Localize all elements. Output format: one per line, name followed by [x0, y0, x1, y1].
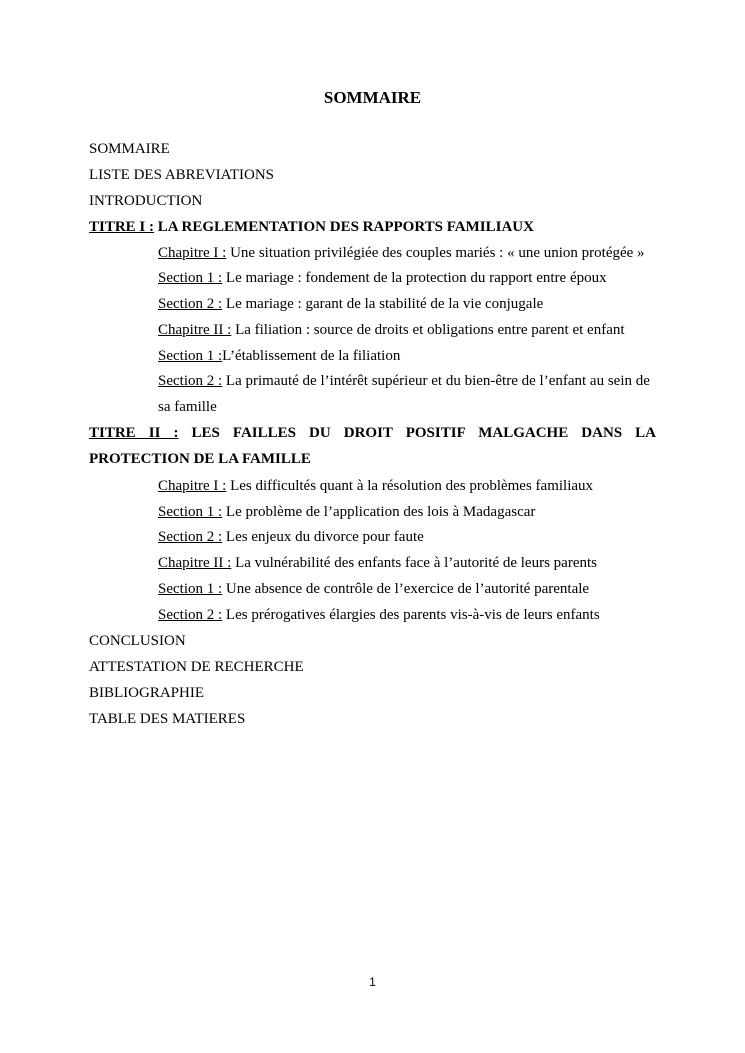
- section-text: Les prérogatives élargies des parents vis-à-vis de leurs enfants: [222, 607, 600, 624]
- section-text: Le mariage : fondement de la protection du rapport entre époux: [222, 270, 607, 287]
- section-text: Le mariage : garant de la stabilité de la vie conjugale: [222, 296, 544, 313]
- toc-titre-2-chapitre-2-section-1: [89, 579, 656, 605]
- section-label: Section 2 :: [158, 296, 223, 313]
- toc-titre-2-chapitre-1-section-2: [89, 527, 656, 553]
- toc-bibliographie: BIBLIOGRAPHIE: [89, 684, 204, 701]
- chapitre-text: La vulnérabilité des enfants face à l’autorité de leurs parents: [231, 555, 597, 572]
- toc-titre-1-chapitre-2: [89, 320, 656, 346]
- section-label: Section 1 :: [158, 270, 223, 287]
- section-label: Section 2 :: [158, 529, 223, 546]
- toc-titre-2-chapitre-2: [89, 553, 656, 579]
- toc-titre-1-chapitre-1-section-2: [89, 294, 656, 320]
- toc-table-matieres: TABLE DES MATIERES: [89, 710, 246, 727]
- section-text: L’établissement de la filiation: [222, 348, 401, 365]
- toc-introduction: INTRODUCTION: [89, 192, 203, 209]
- section-label: Section 1 :: [158, 503, 223, 520]
- chapitre-label: Chapitre I :: [158, 477, 227, 494]
- toc-titre-1-chapitre-1-section-1: [89, 268, 656, 294]
- section-label: Section 1 :: [158, 581, 223, 598]
- section-label: Section 2 :: [158, 607, 223, 624]
- chapitre-label: Chapitre II :: [158, 322, 232, 339]
- toc-titre-2-chapitre-1-section-1: [89, 502, 656, 528]
- chapitre-text: Les difficultés quant à la résolution des problèmes familiaux: [226, 477, 594, 494]
- section-text: La primauté de l’intérêt supérieur et du bien-être de l’enfant au sein de sa famille: [158, 373, 650, 415]
- titre-1-text: LA REGLEMENTATION DES RAPPORTS FAMILIAUX: [154, 218, 534, 235]
- section-label: Section 1 :: [158, 348, 223, 365]
- page-number: 1: [369, 975, 376, 989]
- titre-2-text: LES FAILLES DU DROIT POSITIF MALGACHE DANS LA PROTECTION DE LA FAMILLE: [89, 424, 657, 467]
- toc-conclusion: CONCLUSION: [89, 632, 186, 649]
- titre-2-label: TITRE II :: [89, 424, 179, 441]
- page-title: SOMMAIRE: [323, 88, 422, 107]
- section-text: Le problème de l’application des lois à Madagascar: [222, 503, 536, 520]
- section-label: Section 2 :: [158, 373, 223, 390]
- toc-sommaire: SOMMAIRE: [89, 141, 170, 157]
- chapitre-label: Chapitre I :: [158, 244, 227, 261]
- section-text: Une absence de contrôle de l’exercice de l’autorité parentale: [222, 581, 590, 598]
- toc-titre-1-chapitre-2-section-2: [89, 369, 656, 424]
- table-of-contents: [89, 139, 656, 735]
- toc-abreviations: LISTE DES ABREVIATIONS: [89, 166, 275, 183]
- toc-titre-1-chapitre-1: [89, 243, 656, 269]
- chapitre-text: Une situation privilégiée des couples mariés : « une union protégée »: [226, 244, 645, 261]
- toc-titre-2-chapitre-2-section-2: [89, 605, 656, 631]
- toc-titre-1: [89, 217, 656, 243]
- chapitre-text: La filiation : source de droits et obligations entre parent et enfant: [231, 322, 625, 339]
- titre-1-label: TITRE I :: [89, 218, 155, 235]
- toc-titre-2-chapitre-1: [89, 476, 656, 502]
- toc-titre-2: [89, 421, 656, 476]
- toc-attestation: ATTESTATION DE RECHERCHE: [89, 658, 304, 675]
- section-text: Les enjeux du divorce pour faute: [222, 529, 424, 546]
- chapitre-label: Chapitre II :: [158, 555, 232, 572]
